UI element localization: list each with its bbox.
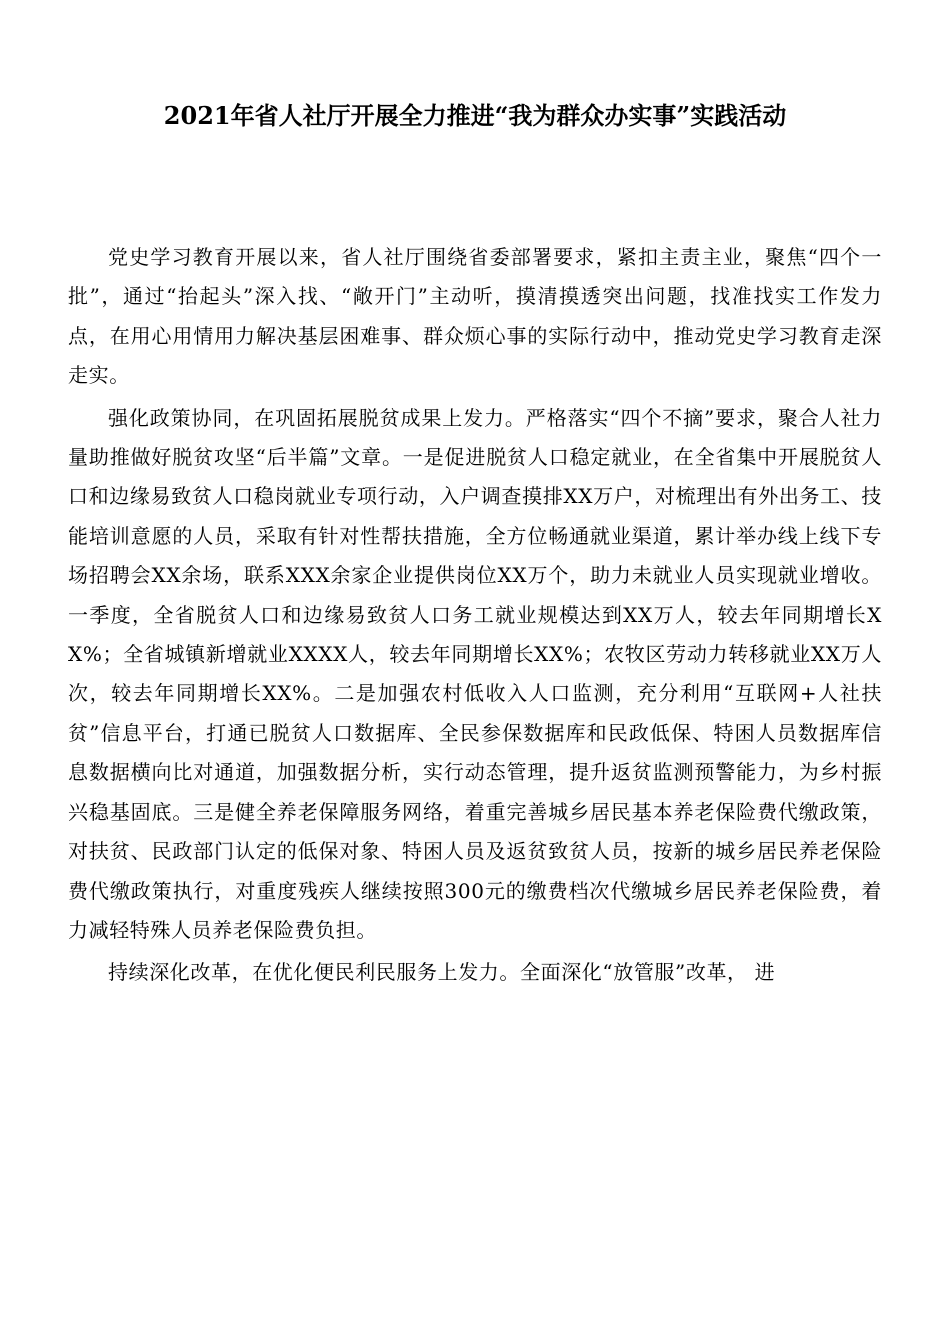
paragraph-policy-coordination: 强化政策协同，在巩固拓展脱贫成果上发力。严格落实“四个不摘”要求，聚合人社力量助推做好脱贫攻坚“后半篇”文章。一是促进脱贫人口稳定就业，在全省集中开展脱贫人口和边缘易致贫人口稳岗就业专项行动，入户调查摸排XX万户，对梳理出有外出务工、技能培训意愿的人员，采取有针对性帮扶措施，全方位畅通就业渠道，累计举办线上线下专场招聘会XX余场，联系XXX余家企业提供岗位XX万个，助力未就业人员实现就业增收。一季度，全省脱贫人口和边缘易致贫人口务工就业规模达到XX万人，较去年同期增长XX%；全省城镇新增就业XXXX人，较去年同期增长XX%；农牧区劳动力转移就业XX万人次，较去年同期增长XX%。二是加强农村低收入人口监测，充分利用“互联网+人社扶贫”信息平台，打通已脱贫人口数据库、全民参保数据库和民政低保、特困人员数据库信息数据横向比对通道，加强数据分析，实行动态管理，提升返贫监测预警能力，为乡村振兴稳基固底。三是健全养老保障服务网络，着重完善城乡居民基本养老保险费代缴政策，对扶贫、民政部门认定的低保对象、特困人员及返贫致贫人员，按新的城乡居民养老保险费代缴政策执行，对重度残疾人继续按照300元的缴费档次代缴城乡居民养老保险费，着力减轻特殊人员养老保险费负担。 [68, 405, 882, 942]
document-title: 2021年省人社厅开展全力推进“我为群众办实事”实践活动 [163, 101, 787, 130]
paragraph-reform: 持续深化改革，在优化便民利民服务上发力。全面深化“放管服”改革， 进 [108, 960, 776, 985]
paragraph-intro: 党史学习教育开展以来，省人社厅围绕省委部署要求，紧扣主责主业，聚焦“四个一批”，通过“抬起头”深入找、“敞开门”主动听，摸清摸透突出问题，找准找实工作发力点，在用心用情用力解决基层困难事、群众烦心事的实际行动中，推动党史学习教育走深走实。 [68, 245, 882, 388]
document-body [68, 238, 882, 993]
